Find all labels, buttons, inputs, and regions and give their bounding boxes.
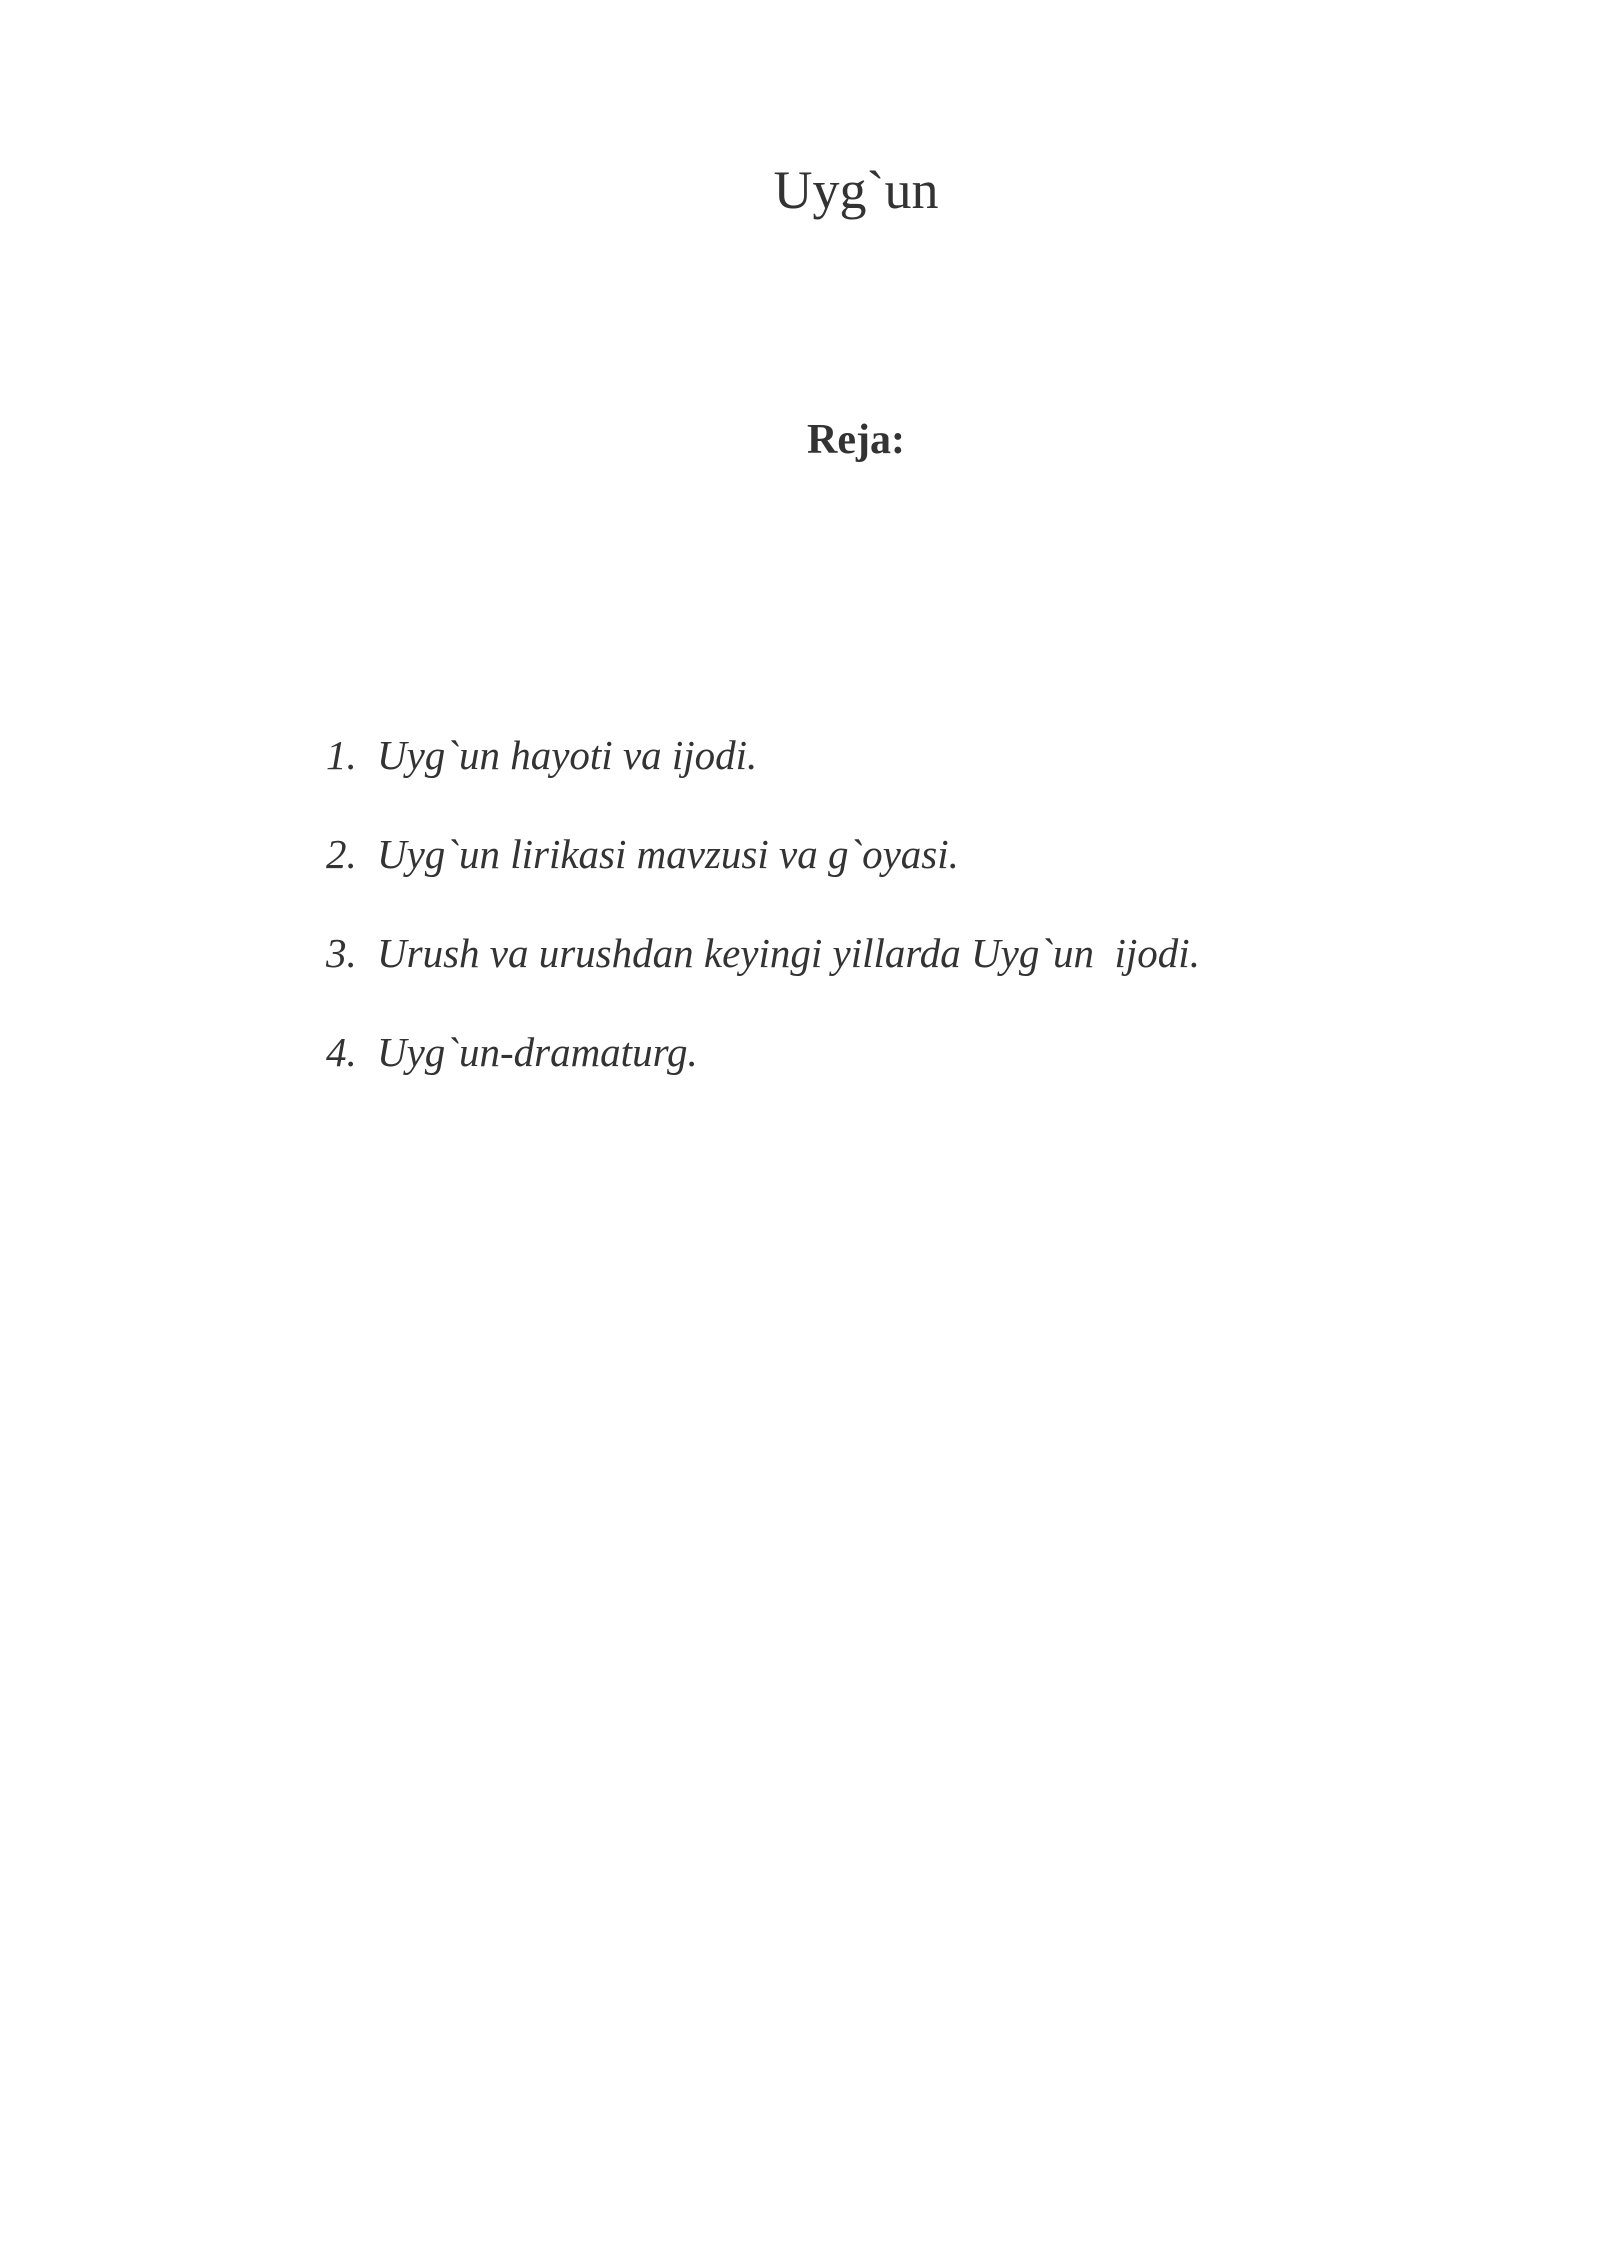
plan-item-number: 2. [326,831,357,877]
plan-item-text: Uyg`un-dramaturg. [377,1029,698,1075]
plan-item-2 [326,829,1200,879]
plan-heading: Reja: [807,417,905,463]
plan-item-1 [326,730,1200,780]
plan-item-text: Urush va urushdan keyingi yillarda Uyg`un ijodi. [377,930,1200,976]
plan-item-number: 3. [326,930,357,976]
plan-item-text: Uyg`un lirikasi mavzusi va g`oyasi. [377,831,959,877]
plan-item-number: 4. [326,1029,357,1075]
plan-item-3 [326,928,1200,978]
plan-list [326,730,1200,1126]
plan-item-text: Uyg`un hayoti va ijodi. [377,732,758,778]
document-title: Uyg`un [773,160,939,220]
plan-item-4 [326,1027,1200,1077]
plan-item-number: 1. [326,732,357,778]
